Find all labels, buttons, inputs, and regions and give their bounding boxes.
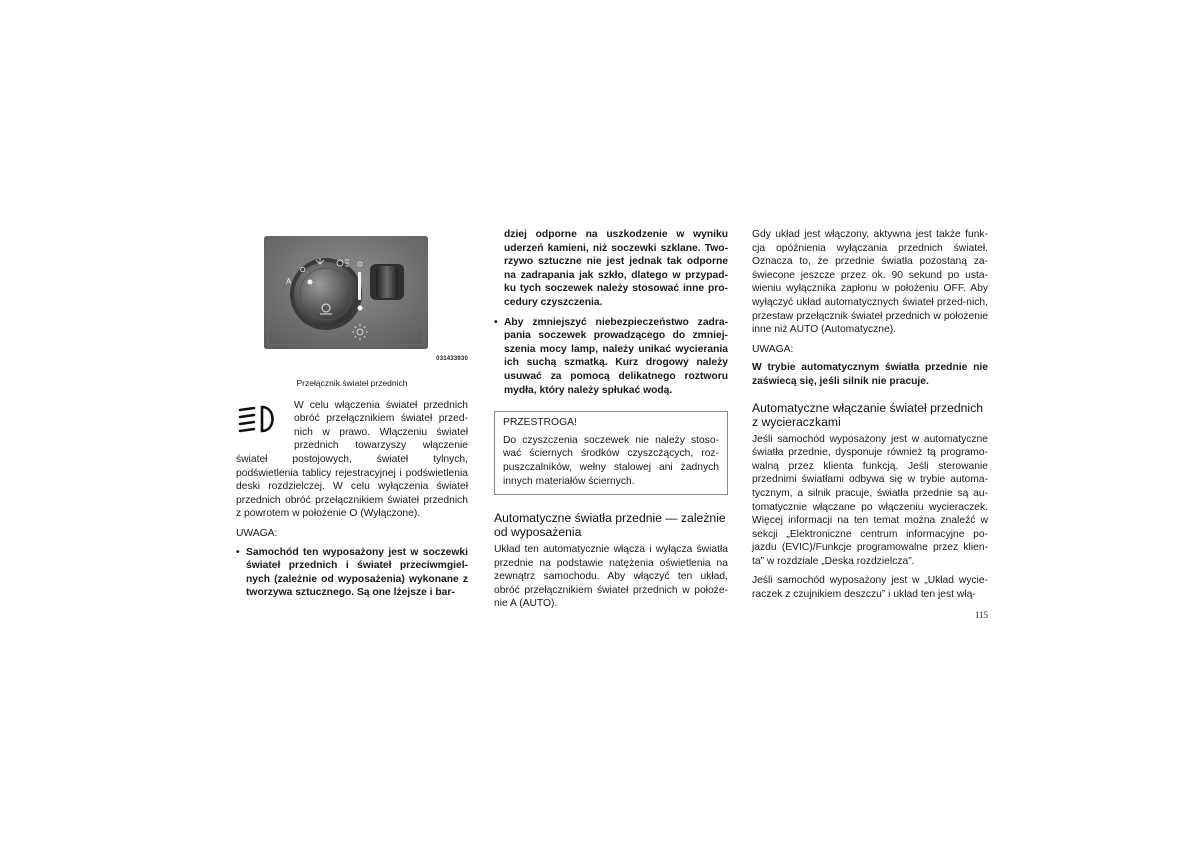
intro-rest: podświetlenia tablicy rejestracyjnej i podświetlenia deski rozdzielczej. W celu wyłączenia świateł przednich obróć przełącznikiem świateł przednich z powrotem w położenie O (Wyłączone). — [236, 467, 468, 520]
caution-box — [494, 411, 728, 495]
headlamp-switch-figure — [236, 228, 468, 373]
intro-line: nich w prawo. Włączeniu świateł — [294, 426, 468, 438]
intro-line: obróć przełącznikiem świateł przed- — [294, 413, 468, 425]
headlight-beam-icon — [236, 401, 280, 437]
bullet-list — [236, 546, 468, 600]
bullet-item: • Samochód ten wyposażony jest w soczewki świateł przednich i świateł przeciwmgiel-nych (zależnie od wyposażenia) wykonane z tworzywa sztucznego. Są one lżejsze i bar- — [236, 546, 468, 600]
note-text: W trybie automatycznym światła przednie nie zaświecą się, jeśli silnik nie pracuje. — [752, 362, 988, 387]
bullet-item: • Aby zmniejszyć niebezpieczeństwo zadra-pania soczewek prowadzącego do zmniej-szenia mocy lamp, należy unikać wycierania ich suchą szmatką. Kurz drogowy należy usuwać za pomocą delikatnego roztworu mydła, który należy spłukać wodą. — [494, 316, 728, 398]
paragraph: Gdy układ jest włączony, aktywna jest także funk-cja opóźnienia wyłączania przednich świateł. Oznacza to, że przednie światła pozostaną za-świecone jeszcze przez ok. 90 sekund po usta-wieniu wyłącznika zapłonu w położeniu OFF. Aby wyłączyć układ automatycznych świateł przed-nich, przestaw przełącznik świateł przednich w położenie inne niż AUTO (Automatyczne). — [752, 229, 988, 336]
page-number: 115 — [974, 610, 988, 620]
headlamp-switch-photo — [264, 236, 428, 349]
caution-title: PRZESTROGA! — [503, 417, 577, 429]
headlight-symbol — [236, 401, 294, 451]
intro-line: W celu włączenia świateł przednich — [294, 399, 468, 411]
note-label: UWAGA: — [752, 343, 794, 355]
paragraph: Jeśli samochód wyposażony jest w „Układ wycie-raczek z czujnikiem deszczu” i układ ten jest włą- — [752, 575, 988, 601]
bullet-continuation: dziej odporne na uszkodzenie w wyniku uderzeń kamieni, niż soczewki szklane. Two-rzywo sztuczne nie jest jednak tak odporne na zadrapania jak szkło, dlatego w przypad-ku tych soczewek należy stosować inne pro-cedury czyszczenia. — [504, 229, 728, 308]
column-3 — [752, 228, 988, 608]
figure-caption: Przełącznik świateł przednich — [296, 378, 408, 388]
switch-label-a: A — [286, 277, 292, 286]
section-heading: Automatyczne światła przednie — zależnie od wyposażenia — [494, 511, 726, 540]
caution-text: Do czyszczenia soczewek nie należy stoso-wać ściernych środków czyszczących, roz-puszczalników, wełny stalowej ani żadnych innych materiałów ściernych. — [503, 434, 719, 487]
intro-line: przednich towarzyszy włączenie — [294, 440, 468, 452]
paragraph: Jeśli samochód wyposażony jest w automatyczne światła przednie, dysponuje również tą programo-walną przez klienta funkcją. Jeśli sterowanie przednimi światłami odbywa się w trybie automa-tycznym, a silnik pracuje, światła przednie są au-tomatycznie włączane po włączeniu wycieraczek. Więcej informacji na ten temat można znaleźć w sekcji „Elektroniczne centrum informacyjne po-jazdu (EVIC)/Funkcje programowalne przez klien-ta” w rozdziale „Deska rozdzielcza”. — [752, 433, 988, 567]
note-label: UWAGA: — [236, 527, 278, 539]
bullet-list — [494, 316, 728, 398]
intro-line: świateł postojowych, świateł tylnych, — [236, 453, 468, 465]
section-heading: Automatyczne włączanie świateł przednich z wycieraczkami — [752, 400, 983, 429]
photo-id: 031433930 — [436, 356, 468, 362]
switch-label-o: O — [300, 267, 306, 274]
paragraph: Układ ten automatycznie włącza i wyłącza światła przednie na podstawie natężenia oświetlenia na zewnątrz samochodu. Aby włączyć ten układ, obróć przełącznikiem świateł przednich w położe-nie A (AUTO). — [494, 544, 728, 610]
column-2 — [494, 228, 728, 617]
column-1 — [236, 228, 468, 606]
headlamp-switch-illustration — [264, 236, 428, 349]
